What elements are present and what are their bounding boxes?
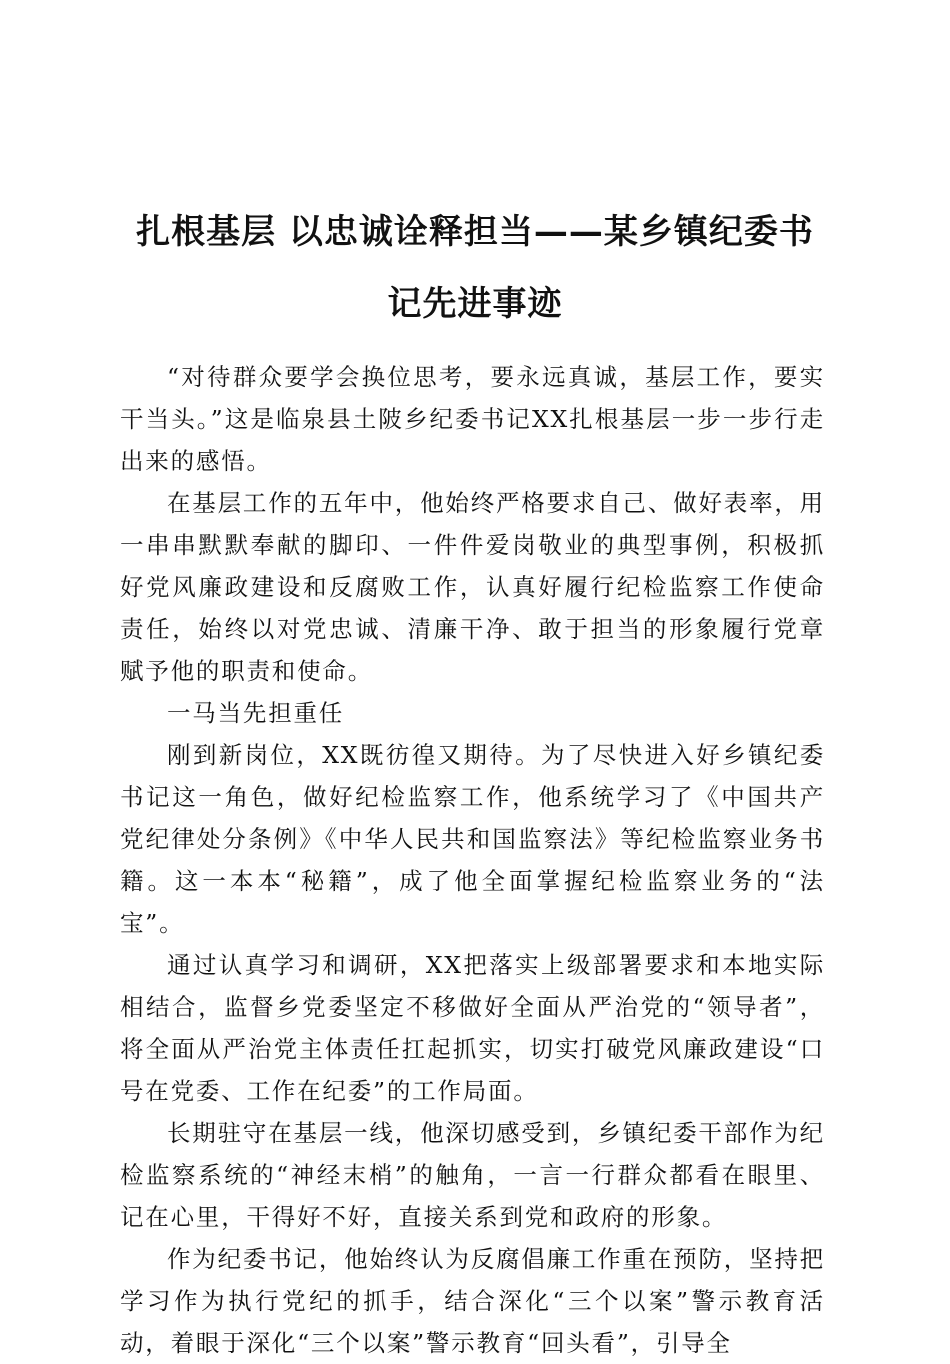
paragraph-intro: “对待群众要学会换位思考，要永远真诚，基层工作，要实干当头。”这是临泉县土陂乡纪委书记XX扎根基层一步一步行走出来的感悟。 <box>120 363 825 475</box>
paragraph-new-post: 刚到新岗位，XX既彷徨又期待。为了尽快进入好乡镇纪委书记这一角色，做好纪检监察工作，他系统学习了《中国共产党纪律处分条例》《中华人民共和国监察法》等纪检监察业务书籍。这一本本“秘籍”，成了他全面掌握纪检监察业务的“法宝”。 <box>120 741 825 937</box>
document-body <box>120 356 825 1364</box>
section-heading: 一马当先担重任 <box>167 699 345 727</box>
paragraph-research: 通过认真学习和调研，XX把落实上级部署要求和本地实际相结合，监督乡党委坚定不移做好全面从严治党的“领导者”，将全面从严治党主体责任扛起抓实，切实打破党风廉政建设“口号在党委、工作在纪委”的工作局面。 <box>120 951 825 1105</box>
paragraph-frontline: 长期驻守在基层一线，他深切感受到，乡镇纪委干部作为纪检监察系统的“神经末梢”的触角，一言一行群众都看在眼里、记在心里，干得好不好，直接关系到党和政府的形象。 <box>120 1119 825 1231</box>
paragraph-five-years: 在基层工作的五年中，他始终严格要求自己、做好表率，用一串串默默奉献的脚印、一件件爱岗敬业的典型事例，积极抓好党风廉政建设和反腐败工作，认真好履行纪检监察工作使命责任，始终以对党忠诚、清廉干净、敢于担当的形象履行党章赋予他的职责和使命。 <box>120 489 825 685</box>
paragraph-prevention: 作为纪委书记，他始终认为反腐倡廉工作重在预防，坚持把学习作为执行党纪的抓手，结合深化“三个以案”警示教育活动，着眼于深化“三个以案”警示教育“回头看”，引导全 <box>120 1245 825 1357</box>
document-title <box>100 196 850 340</box>
title-line-1: 扎根基层 以忠诚诠释担当——某乡镇纪委书 <box>136 212 814 252</box>
title-line-2: 记先进事迹 <box>387 284 563 324</box>
